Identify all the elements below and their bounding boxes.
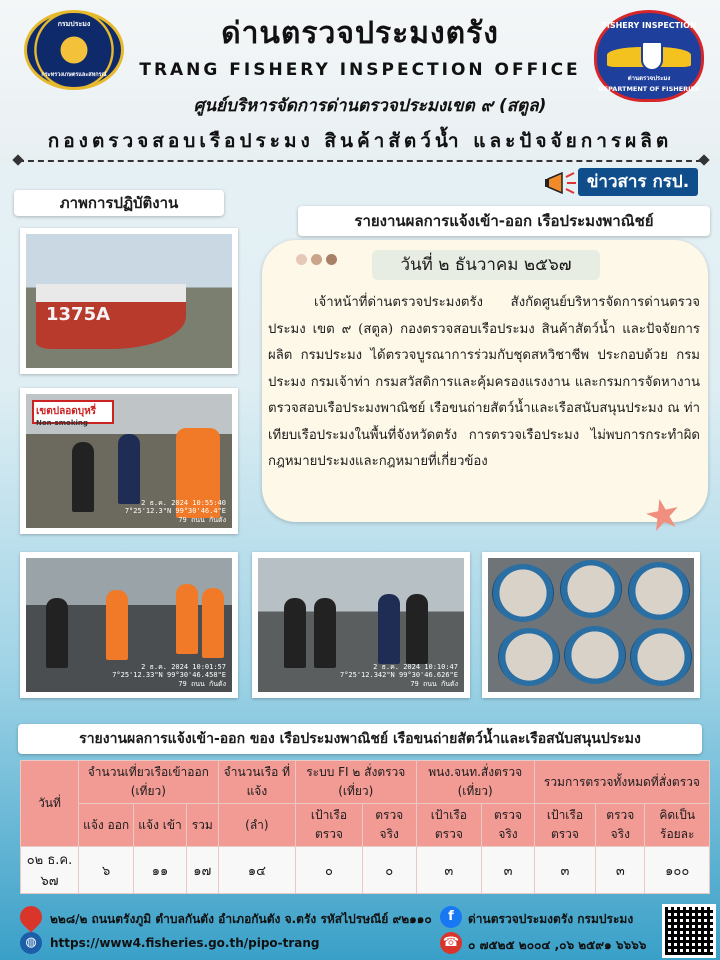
fish-basket	[630, 628, 692, 686]
td-boats: ๑๔	[218, 847, 295, 894]
life-vest-figure	[176, 584, 198, 654]
report-body: เจ้าหน้าที่ด่านตรวจประมงตรัง สังกัดศูนย์บริหารจัดการด่านตรวจประมง เขต ๙ (สตูล) กองตรวจสอบเรือประมง สินค้าสัตว์น้ำ และปัจจัยการผลิต กรมประมง ได้ตรวจบูรณาการร่วมกับชุดสหวิชาชีพ ประกอบด้วย กรมประมง กรมเจ้าท่า กรมสวัสดิการและคุ้มครองแรงงาน และกรมการจัดหางาน ตรวจสอบเรือประมงพาณิชย์ เรือขนถ่ายสัตว์น้ำและเรือสนับสนุนประมง ณ ท่าเทียบเรือประมงในพื้นที่จังหวัดตรัง การตรวจเรือประมง ไม่พบการกระทำผิดกฎหมายประมงและกฎหมายที่เกี่ยวข้อง	[268, 295, 700, 469]
photo-timestamp: 2 ธ.ค. 2024 10:01:57 7°25'12.33"N 99°30'46.458"E 79 ถนน กันตัง	[112, 662, 226, 688]
logo-left-sub: กระทรวงเกษตรและสหกรณ์	[41, 72, 107, 78]
th-pnj: พนง.จนท.สั่งตรวจ (เที่ยว)	[416, 761, 534, 804]
header-divider	[18, 160, 702, 162]
th-out: แจ้ง ออก	[79, 804, 134, 847]
photo-fish-baskets	[482, 552, 700, 698]
td-pnj-actual: ๓	[482, 847, 535, 894]
td-out: ๖	[79, 847, 134, 894]
fish-basket	[492, 564, 554, 622]
facebook-icon[interactable]: f	[440, 906, 462, 928]
officer-figure	[118, 434, 140, 504]
th-date: วันที่	[21, 761, 79, 847]
fish-basket	[560, 560, 622, 618]
fish-basket	[564, 626, 626, 684]
starfish-icon: ★	[639, 486, 687, 543]
td-pct: ๑๐๐	[645, 847, 710, 894]
th-pct: คิดเป็น ร้อยละ	[645, 804, 710, 847]
officer-figure	[284, 598, 306, 668]
td-date: ๐๒ ธ.ค. ๖๗	[21, 847, 79, 894]
qr-code[interactable]	[662, 904, 716, 958]
sign-text: เขตปลอดบุหรี่	[36, 406, 97, 417]
shield-icon	[641, 41, 663, 71]
boat-number: 1375A	[46, 304, 111, 325]
td-in: ๑๑	[134, 847, 187, 894]
th-unit: (ลำ)	[218, 804, 295, 847]
th-in: แจ้ง เข้า	[134, 804, 187, 847]
th-sum: รวม	[186, 804, 218, 847]
logo-left-text: กรมประมง	[57, 20, 91, 28]
decorative-dot	[311, 254, 322, 265]
location-pin-icon	[15, 901, 46, 932]
officer-figure	[46, 598, 68, 668]
th-trips: จำนวนเที่ยวเรือเข้าออก (เที่ยว)	[79, 761, 219, 804]
table-title: รายงานผลการแจ้งเข้า-ออก ของ เรือประมงพาณิชย์ เรือขนถ่ายสัตว์น้ำและเรือสนับสนุนประมง	[18, 724, 702, 754]
th-fi2: ระบบ FI ๒ สั่งตรวจ (เที่ยว)	[296, 761, 416, 804]
photo-inspection-team-1	[20, 388, 238, 534]
photo-timestamp: 2 ธ.ค. 2024 10:10:47 7°25'12.342"N 99°30'46.626"E 79 ถนน กันตัง	[339, 662, 458, 688]
globe-icon: ◍	[20, 932, 42, 954]
news-tag: ข่าวสาร กรป.	[578, 168, 698, 196]
decorative-dot	[326, 254, 337, 265]
td-fi2-target: ๐	[296, 847, 363, 894]
th-pnj-target: เป้าเรือ ตรวจ	[416, 804, 482, 847]
th-fi2-actual: ตรวจ จริง	[362, 804, 416, 847]
footer-facebook-link[interactable]: ด่านตรวจประมงตรัง กรมประมง	[468, 912, 634, 926]
photo-inspection-team-2	[20, 552, 238, 698]
sign-sub: Non-smoking	[36, 419, 88, 427]
officer-figure	[72, 442, 94, 512]
life-vest-figure	[202, 588, 224, 658]
th-boats: จำนวนเรือ ที่แจ้ง	[218, 761, 295, 804]
inspection-table	[20, 760, 710, 894]
td-total-target: ๓	[534, 847, 595, 894]
megaphone-icon	[544, 170, 578, 196]
fishery-inspection-logo	[594, 10, 704, 102]
officer-figure	[378, 594, 400, 664]
photo-timestamp: 2 ธ.ค. 2024 10:55:40 7°25'12.3"N 99°30'46.4"E 79 ถนน กันตัง	[124, 498, 226, 524]
logo-right-bottom: DEPARTMENT OF FISHERIES	[598, 85, 700, 93]
photos-section-label: ภาพการปฏิบัติงาน	[14, 190, 224, 216]
photo-fishing-boat	[20, 228, 238, 374]
decorative-dot	[296, 254, 307, 265]
footer-address: ๒๒๘/๒ ถนนตรังภูมิ ตำบลกันตัง อำเภอกันตัง จ.ตรัง รหัสไปรษณีย์ ๙๒๑๑๐	[50, 912, 432, 926]
decorative-dots	[296, 250, 341, 269]
footer-phone: ๐ ๗๕๒๕ ๒๐๐๔ ,๐๖ ๒๕๙๑ ๖๖๖๖	[468, 938, 647, 952]
subtitle-division: กองตรวจสอบเรือประมง สินค้าสัตว์น้ำ และปัจจัยการผลิต	[47, 130, 673, 152]
logo-right-mid: ด่านตรวจประมง	[627, 75, 671, 82]
th-fi2-target: เป้าเรือ ตรวจ	[296, 804, 363, 847]
boat-deck	[36, 284, 186, 302]
subtitle-center: ศูนย์บริหารจัดการด่านตรวจประมงเขต ๙ (สตูล)	[193, 96, 547, 116]
page-title-th: ด่านตรวจประมงตรัง	[221, 16, 499, 51]
th-total: รวมการตรวจทั้งหมดที่สั่งตรวจ	[534, 761, 709, 804]
fish-basket	[628, 562, 690, 620]
phone-icon: ☎	[440, 932, 462, 954]
td-total-actual: ๓	[596, 847, 645, 894]
td-pnj-target: ๓	[416, 847, 482, 894]
logo-right-top: FISHERY INSPECTION	[601, 21, 697, 30]
table-row	[21, 847, 710, 894]
life-vest-figure	[106, 590, 128, 660]
th-total-target: เป้าเรือ ตรวจ	[534, 804, 595, 847]
department-of-fisheries-logo	[24, 10, 124, 90]
footer-website-link[interactable]: https://www4.fisheries.go.th/pipo-trang	[50, 936, 320, 950]
report-date: วันที่ ๒ ธันวาคม ๒๕๖๗	[372, 250, 600, 280]
officer-figure	[406, 594, 428, 664]
photo-inspection-team-3	[252, 552, 470, 698]
officer-figure	[314, 598, 336, 668]
fish-basket	[498, 628, 560, 686]
table-header-row	[21, 761, 710, 804]
table-subheader-row	[21, 804, 710, 847]
th-total-actual: ตรวจ จริง	[596, 804, 645, 847]
th-pnj-actual: ตรวจ จริง	[482, 804, 535, 847]
td-fi2-actual: ๐	[362, 847, 416, 894]
td-sum: ๑๗	[186, 847, 218, 894]
no-smoking-sign	[32, 400, 114, 427]
report-section-label: รายงานผลการแจ้งเข้า-ออก เรือประมงพาณิชย์	[298, 206, 710, 236]
page-title-en: TRANG FISHERY INSPECTION OFFICE	[139, 60, 581, 80]
